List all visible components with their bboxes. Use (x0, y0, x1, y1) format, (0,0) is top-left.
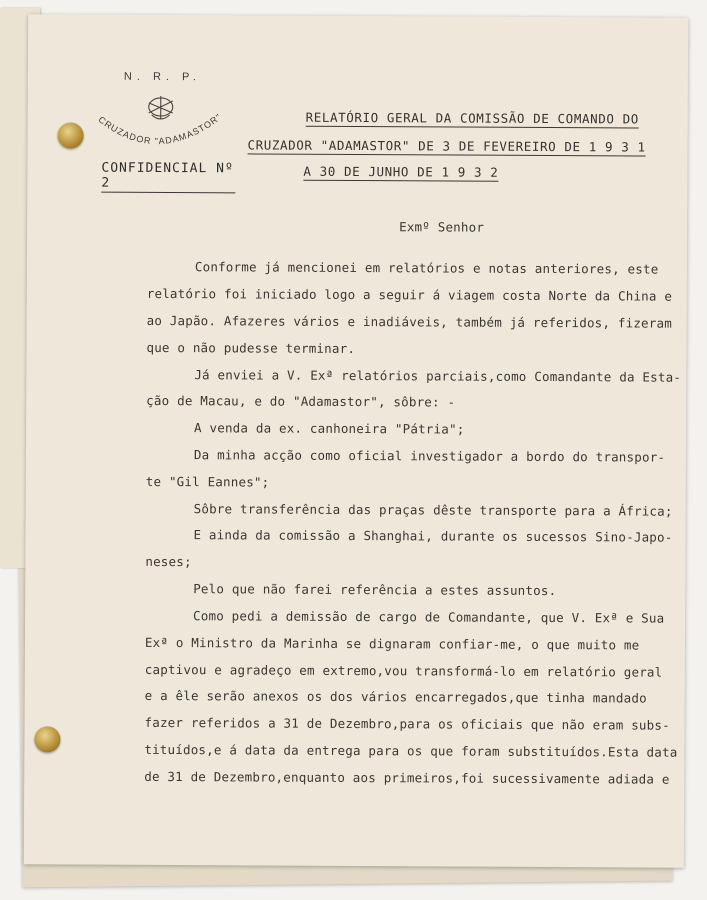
salutation: Exmº Senhor (399, 219, 485, 235)
body-line: E ainda da comissão a Shanghai, durante os sucessos Sino-Japo- (193, 527, 673, 545)
body-line: relatório foi iniciado logo a seguir á viagem costa Norte da China e (146, 285, 673, 304)
body-line: ção de Macau, e do "Adamastor", sôbre: - (146, 392, 456, 410)
title-line-1: RELATÓRIO GERAL DA COMISSÃO DE COMANDO DO (305, 109, 639, 127)
body-line: Da minha acção como oficial investigador a bordo do transpor- (193, 447, 666, 465)
body-line: que o não pudesse terminar. (146, 339, 356, 356)
nrp-label: N. R. P. (123, 70, 202, 84)
body-line: de 31 de Dezembro,enquanto aos primeiros,foi sucessivamente adiada e (144, 768, 670, 787)
body-line: Pelo que não farei referência a estes assuntos. (193, 581, 557, 599)
body-line: te "Gil Eannes"; (145, 473, 270, 490)
body-line: Exª o Ministro da Marinha se dignaram confiar-me, o que muito me (144, 634, 640, 653)
body-line: Sôbre transferência das praças dêste transporte para a África; (193, 501, 673, 519)
body-line: fazer referidos a 31 de Dezembro,para os oficiais que não eram subs- (144, 714, 670, 733)
body-line: Já enviei a V. Exª relatórios parciais,como Comandante da Esta- (194, 367, 682, 385)
title-line-3: A 30 DE JUNHO DE 1 9 3 2 (303, 163, 499, 180)
body-line: tituídos,e á data da entrega para os que foram substituídos.Esta data (144, 741, 678, 760)
body-line: Como pedi a demissão de cargo de Comandante, que V. Exª e Sua (193, 608, 665, 626)
body-line: e a êle serão anexos os dos vários encarregados,que tinha mandado (144, 687, 647, 706)
classification-label: CONFIDENCIAL Nº 2 (101, 161, 235, 194)
body-line: captivou e agradeço em extremo,vou transformá-lo em relatório geral (144, 661, 663, 680)
brass-fastener-icon (58, 122, 84, 148)
title-line-2: CRUZADOR "ADAMASTOR" DE 3 DE FEVEREIRO DE 1 9 3 1 (247, 137, 646, 155)
brass-fastener-icon (34, 726, 60, 752)
document-page (24, 14, 688, 867)
body-line: Conforme já mencionei em relatórios e notas anteriores, este (194, 259, 659, 277)
body-line: ao Japão. Afazeres vários e inadiáveis, também já referidos, fizeram (146, 312, 673, 331)
body-line: neses; (145, 553, 192, 570)
letterhead (85, 65, 236, 191)
body-line: A venda da ex. canhoneira "Pátria"; (194, 420, 465, 437)
anchor-seal-icon (86, 83, 236, 154)
ship-name-arc: CRUZADOR "ADAMASTOR" (96, 111, 224, 147)
